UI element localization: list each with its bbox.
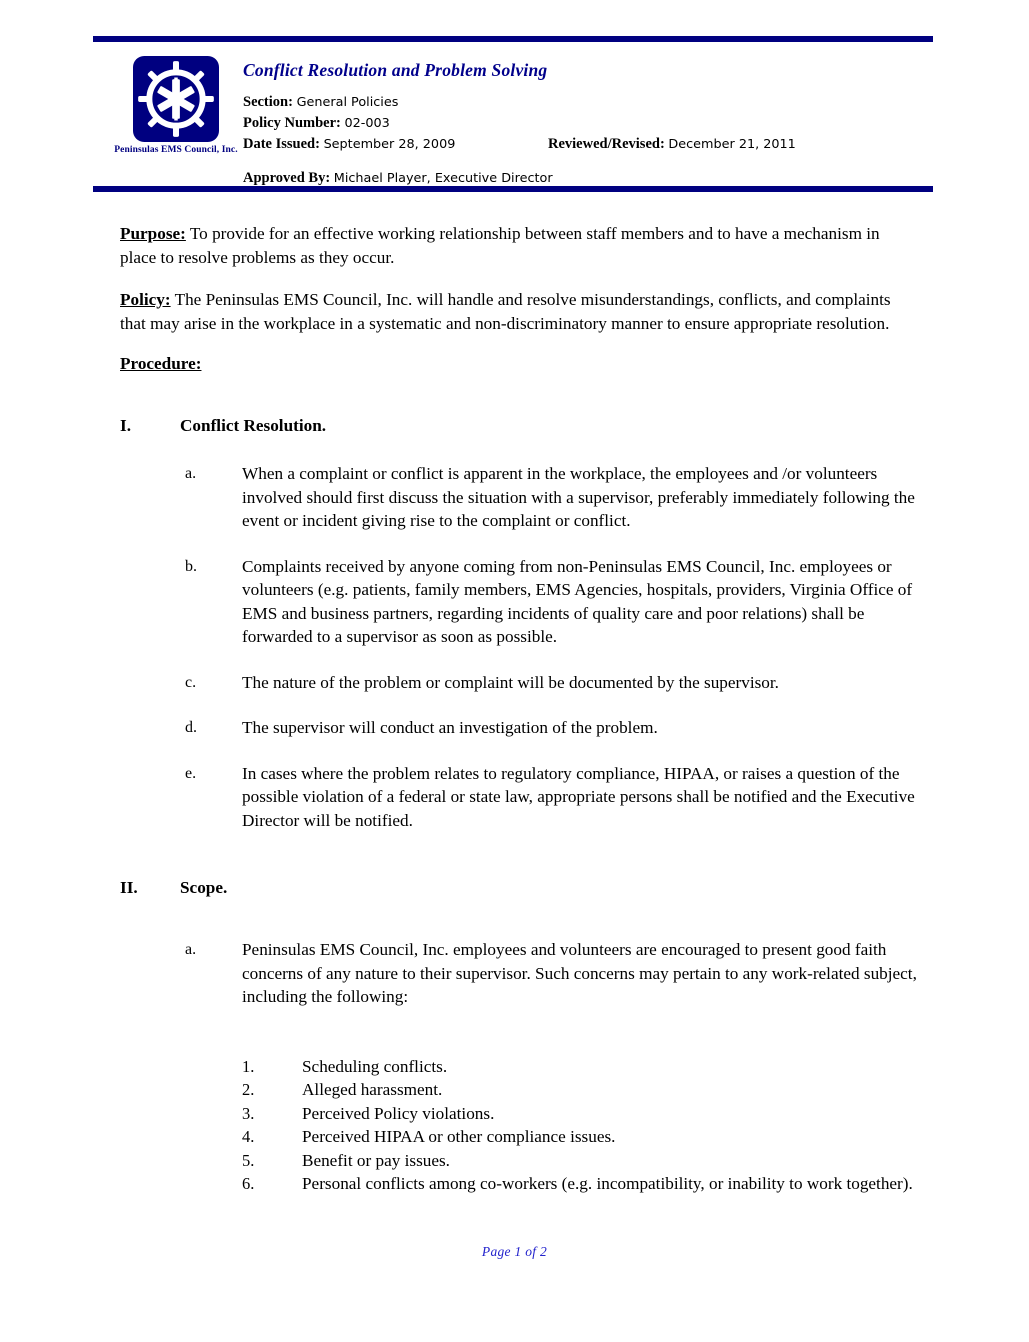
list-text: Scheduling conflicts. [302,1056,448,1076]
policy-paragraph [0,288,1029,335]
list-marker: c. [185,673,197,691]
list-text: Perceived HIPAA or other compliance issues. [302,1127,616,1146]
numbered-list [0,1055,1029,1196]
list-item [0,1149,1029,1173]
section-row [243,92,933,113]
list-marker: 1. [242,1056,255,1076]
list-marker: d. [185,719,197,736]
reviewed-revised-label: Reviewed/Revised: [548,136,665,152]
list-text: Complaints received by anyone coming from non-Peninsulas EMS Council, Inc. employees or volunteers (e.g. patients, family members, EMS Agencies, hospitals, providers, Virginia Office of EMS and business partners, regarding incidents of quality care and poor relations) shall be forwarded to a supervisor as soon as possible. [242,556,913,646]
list-text: The supervisor will conduct an investigation of the problem. [242,718,658,737]
date-issued-value: September 28, 2009 [323,137,456,152]
header-text-block [243,60,933,189]
list-item [0,1172,1029,1196]
list-marker: 2. [242,1080,255,1099]
approved-by-value: Michael Player, Executive Director [333,171,553,186]
section-heading-1 [0,416,1029,436]
list-text: When a complaint or conflict is apparent in the workplace, the employees and /or volunteers involved should first discuss the situation with a supervisor, preferably immediately following the event or incident giving rise to the complaint or conflict. [242,464,915,530]
approved-by-label: Approved By: [243,170,331,186]
list-text: Personal conflicts among co-workers (e.g. incompatibility, or inability to work together). [302,1174,913,1193]
logo-caption: Peninsulas EMS Council, Inc. [114,145,238,155]
list-text: In cases where the problem relates to regulatory compliance, HIPAA, or raises a question of the possible violation of a federal or state law, appropriate persons shall be notified and the Executive Director will be notified. [242,763,915,830]
list-marker: e. [185,764,197,782]
policy-label: Policy: [120,290,171,309]
purpose-text: To provide for an effective working relationship between staff members and to have a mechanism in place to resolve problems as they occur. [120,224,880,267]
list-marker: 6. [242,1174,255,1193]
ships-wheel-star-of-life-icon [133,56,219,142]
list-item [0,1125,1029,1149]
spacer [0,446,1029,462]
procedure-heading-wrap [0,354,1029,396]
list-marker: 4. [242,1127,255,1146]
date-issued-label: Date Issued: [243,136,320,152]
reviewed-revised-value: December 21, 2011 [668,137,796,152]
document-body [0,222,1029,1196]
list-item [0,1055,1029,1079]
page-number: Page 1 of 2 [481,1244,548,1259]
list-text: Peninsulas EMS Council, Inc. employees and volunteers are encouraged to present good faith concerns of any nature to their supervisor. Such concerns may pertain to any work-related subject, including the following: [242,940,917,1006]
reviewed-revised-group [548,134,796,155]
list-marker: 5. [242,1150,255,1170]
policy-number-row [243,113,933,134]
list-marker: 3. [242,1103,255,1123]
list-text: Perceived Policy violations. [302,1103,495,1123]
section-label: Section: [243,94,293,110]
list-text: The nature of the problem or complaint will be documented by the supervisor. [242,672,779,692]
list-item [0,1102,1029,1126]
policy-number-label: Policy Number: [243,115,341,131]
list-item [0,716,1029,740]
list-marker: a. [185,465,197,482]
list-text: Alleged harassment. [302,1080,443,1099]
section-title-2: Scope. [180,878,228,897]
section-heading-2 [0,878,1029,898]
list-item [0,1078,1029,1102]
section-numeral-1: I. [120,416,131,435]
section-numeral-2: II. [120,878,138,897]
section-value: General Policies [296,95,399,110]
purpose-label: Purpose: [120,224,186,243]
spacer [0,908,1029,938]
list-marker: b. [185,557,197,575]
list-text: Benefit or pay issues. [302,1150,450,1170]
page-footer [0,1243,1029,1261]
document-title: Conflict Resolution and Problem Solving [243,60,548,80]
document-header [93,36,933,186]
spacer [0,854,1029,878]
section-title-1: Conflict Resolution. [180,416,327,435]
organization-logo-block [101,56,251,155]
list-item [0,555,1029,649]
date-issued-row [243,134,933,155]
list-item [0,938,1029,1009]
policy-number-value: 02-003 [344,116,390,131]
purpose-paragraph [0,222,1029,269]
spacer [0,1031,1029,1055]
policy-text: The Peninsulas EMS Council, Inc. will handle and resolve misunderstandings, conflicts, and complaints that may arise in the workplace in a systematic and non-discriminatory manner to ensure appropriate resolution. [120,290,891,333]
list-marker: a. [185,941,197,958]
header-bottom-rule [93,186,933,192]
list-item [0,462,1029,533]
list-item [0,671,1029,695]
procedure-heading: Procedure: [120,354,202,373]
list-item [0,762,1029,833]
